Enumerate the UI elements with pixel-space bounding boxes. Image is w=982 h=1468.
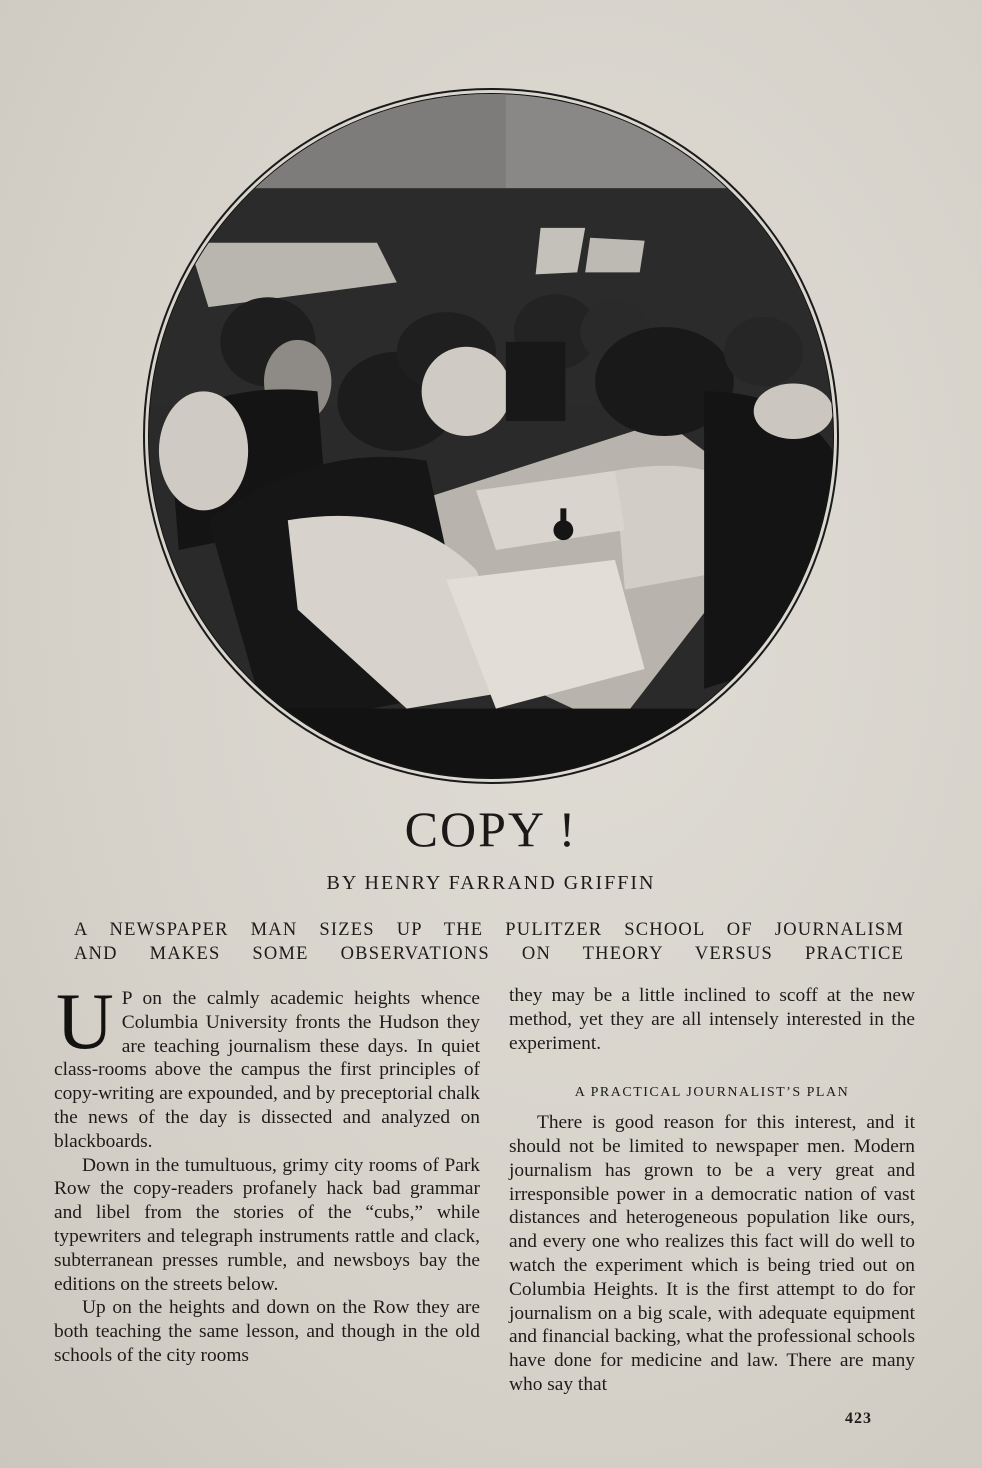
paragraph-1-text: P on the calmly academic heights whence Columbia University fronts the Hudson they are teaching journalism these days. In quiet class-rooms above the campus the first principles of copy-writing are expounded, and by preceptorial chalk the news of the day is dissected and analyzed on blackboards.	[54, 988, 480, 1152]
drop-cap: U	[56, 978, 114, 1066]
page-number: 423	[845, 1410, 872, 1427]
paragraph-5: There is good reason for this interest, and it should not be limited to newspaper men. Modern journalism has grown to be a very great and irresponsible power in a democratic nation of vast distances and heterogeneous population like ours, and every one who realizes this fact will do well to watch the experiment which is being tried out on Columbia Heights. It is the first attempt to do for journalism on a big scale, with adequate equipment and financial backing, what the professional schools have done for medicine and law. There are many who say that	[509, 1112, 915, 1395]
paragraph-3: Up on the heights and down on the Row they are both teaching the same lesson, and though in the old schools of the city rooms	[54, 1297, 480, 1366]
deck-line-2: AND MAKES SOME OBSERVATIONS ON THEORY VERSUS PRACTICE	[74, 944, 904, 964]
paragraph-4: they may be a little inclined to scoff at the new method, yet they are all intensely interested in the experiment.	[509, 985, 915, 1054]
photograph-icon	[149, 94, 833, 778]
paragraph-2: Down in the tumultuous, grimy city rooms of Park Row the copy-readers profanely hack bad grammar and libel from the stories of the “cubs,” while typewriters and telegraph instruments rattle and clack, subterranean presses rumble, and newsboys bay the editions on the streets below.	[54, 1154, 480, 1295]
left-column	[54, 978, 480, 1368]
classroom-photograph	[148, 93, 834, 779]
article-title: COPY !	[404, 801, 578, 857]
circular-photo-frame	[143, 88, 839, 784]
article-deck	[74, 918, 904, 966]
section-subhead: A PRACTICAL JOURNALIST’S PLAN	[574, 1085, 850, 1101]
article-byline: BY HENRY FARRAND GRIFFIN	[326, 872, 656, 894]
right-column	[509, 984, 915, 1397]
deck-line-1: A NEWSPAPER MAN SIZES UP THE PULITZER SCHOOL OF JOURNALISM	[74, 920, 904, 940]
paragraph-1	[54, 978, 480, 1154]
